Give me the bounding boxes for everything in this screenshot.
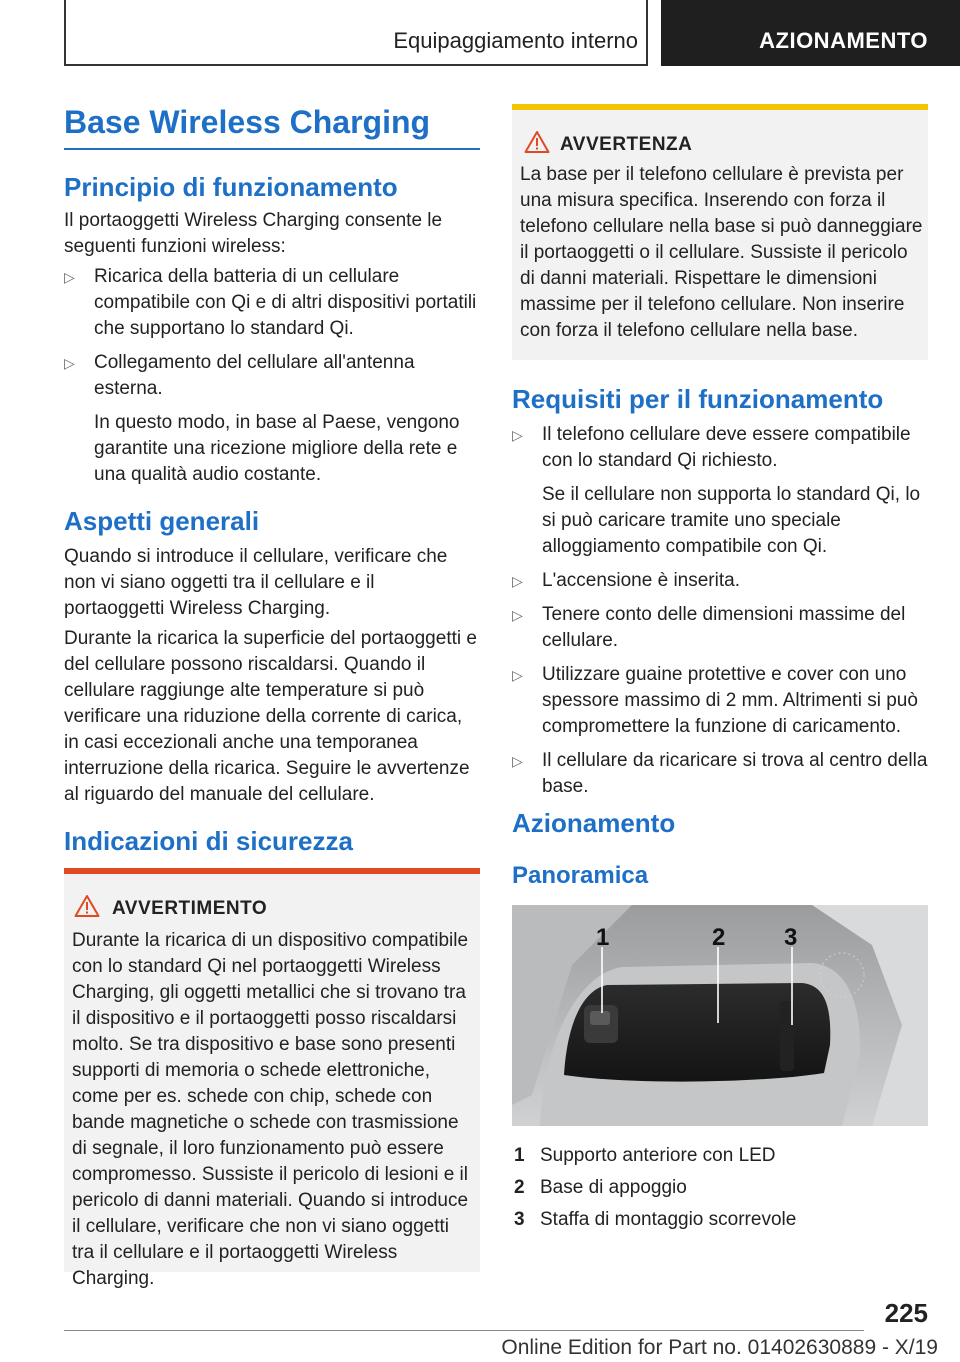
callout-2: 2 <box>712 924 726 951</box>
bullet-triangle-icon: ▷ <box>64 355 75 371</box>
header-chapter-tab <box>661 0 960 66</box>
header-left-rule <box>64 0 66 66</box>
bullet-triangle-icon: ▷ <box>512 427 523 443</box>
bullet-text: Utilizzare guaine protettive e cover con uno spessore massimo di 2 mm. Altrimenti si può compromettere la funzione di caricamento. <box>542 664 918 737</box>
footer-rule <box>64 1330 864 1331</box>
legend-row <box>514 1204 796 1236</box>
list-item <box>512 748 928 800</box>
principle-bullet-list <box>64 264 480 496</box>
caution-title: AVVERTENZA <box>560 134 693 155</box>
header-chapter-label: AZIONAMENTO <box>759 28 928 53</box>
caution-box <box>512 104 928 360</box>
list-item <box>64 264 480 342</box>
bullet-text: L'accensione è inserita. <box>542 570 740 591</box>
legend-number: 1 <box>514 1145 525 1166</box>
wireless-charging-tray-image <box>512 905 928 1126</box>
list-item <box>512 602 928 654</box>
page-title: Base Wireless Charging <box>64 104 431 140</box>
heading-requirements: Requisiti per il funzionamento <box>512 384 884 414</box>
warning-bar <box>64 868 480 874</box>
warning-title: AVVERTIMENTO <box>112 898 268 919</box>
legend-row <box>514 1140 796 1172</box>
bullet-text: Il cellulare da ricaricare si trova al centro della base. <box>542 750 928 797</box>
bullet-triangle-icon: ▷ <box>64 269 75 285</box>
warning-text: Durante la ricarica di un dispositivo compatibile con lo standard Qi nel portaoggetti Wireless Charging, gli oggetti metallici che si trovano tra il dispositivo e il portaoggetti posso riscaldarsi molto. Se tra dispositivo e base sono presenti supporti di memoria o schede elettroniche, come per es. schede con chip, schede con bande magnetiche o schede con trasmissione di segnale, il loro funzionamento può essere compromesso. Sussiste il pericolo di lesioni e il pericolo di danni materiali. Quando si introduce il cellulare, verificare che non vi siano oggetti tra il cellulare e il portaoggetti Wireless Charging. <box>72 930 469 1289</box>
list-item <box>64 350 480 488</box>
legend-text: Supporto anteriore con LED <box>540 1145 776 1166</box>
heading-safety: Indicazioni di sicurezza <box>64 826 353 856</box>
legend-text: Staffa di montaggio scorrevole <box>540 1209 797 1230</box>
requirements-bullet-list <box>512 422 928 808</box>
bullet-text: Il telefono cellulare deve essere compatibile con lo standard Qi richiesto. <box>542 424 911 471</box>
list-item <box>512 662 928 740</box>
general-paragraph-1: Quando si introduce il cellulare, verificare che non vi siano oggetti tra il cellulare e il portaoggetti Wireless Charging. <box>64 546 448 619</box>
callout-3: 3 <box>784 924 798 951</box>
general-paragraph-2: Durante la ricarica la superficie del portaoggetti e del cellulare possono riscaldarsi. Quando il cellulare raggiunge alte temperature si può verificare una riduzione della corrente di carica, in casi eccezionali anche una temporanea interruzione della ricarica. Seguire le avvertenze al riguardo del manuale del cellulare. <box>64 628 477 805</box>
legend-number: 2 <box>514 1177 525 1198</box>
heading-operation: Azionamento <box>512 808 676 838</box>
list-item <box>512 568 928 594</box>
header-bottom-rule <box>64 64 648 66</box>
bullet-text: Ricarica della batteria di un cellulare compatibile con Qi e di altri dispositivi portatili che supportano lo standard Qi. <box>94 266 477 339</box>
page-number: 225 <box>884 1298 928 1328</box>
heading-overview: Panoramica <box>512 862 649 889</box>
legend-row <box>514 1172 796 1204</box>
header-separator <box>646 0 648 66</box>
overview-legend <box>514 1140 796 1236</box>
bullet-subtext: Se il cellulare non supporta lo standard Qi, lo si può caricare tramite uno speciale alloggiamento compatibile con Qi. <box>542 484 921 557</box>
bullet-triangle-icon: ▷ <box>512 573 523 589</box>
list-item <box>512 422 928 560</box>
title-underline <box>64 148 480 150</box>
legend-text: Base di appoggio <box>540 1177 687 1198</box>
caution-bar <box>512 104 928 110</box>
legend-number: 3 <box>514 1209 525 1230</box>
footer-edition: Online Edition for Part no. 01402630889 - X/19 <box>501 1336 938 1359</box>
bullet-triangle-icon: ▷ <box>512 667 523 683</box>
bullet-subtext: In questo modo, in base al Paese, vengono garantite una ricezione migliore della rete e una qualità audio costante. <box>94 412 460 485</box>
principle-intro: Il portaoggetti Wireless Charging consente le seguenti funzioni wireless: <box>64 210 443 257</box>
bullet-triangle-icon: ▷ <box>512 607 523 623</box>
bullet-triangle-icon: ▷ <box>512 753 523 769</box>
heading-general: Aspetti generali <box>64 506 260 536</box>
heading-principle: Principio di funzionamento <box>64 172 398 202</box>
bullet-text: Collegamento del cellulare all'antenna esterna. <box>94 352 415 399</box>
header-section-title: Equipaggiamento interno <box>393 28 638 53</box>
callout-1: 1 <box>596 924 610 951</box>
bullet-text: Tenere conto delle dimensioni massime del cellulare. <box>542 604 906 651</box>
warning-triangle-icon <box>74 894 100 918</box>
caution-triangle-icon <box>524 130 550 154</box>
warning-box <box>64 868 480 1289</box>
caution-text: La base per il telefono cellulare è prevista per una misura specifica. Inserendo con forza il telefono cellulare nella base si può danneggiare il portaoggetti o il cellulare. Sussiste il pericolo di danni materiali. Rispettare le dimensioni massime per il telefono cellulare. Non inserire con forza il telefono cellulare nella base. <box>520 164 923 341</box>
